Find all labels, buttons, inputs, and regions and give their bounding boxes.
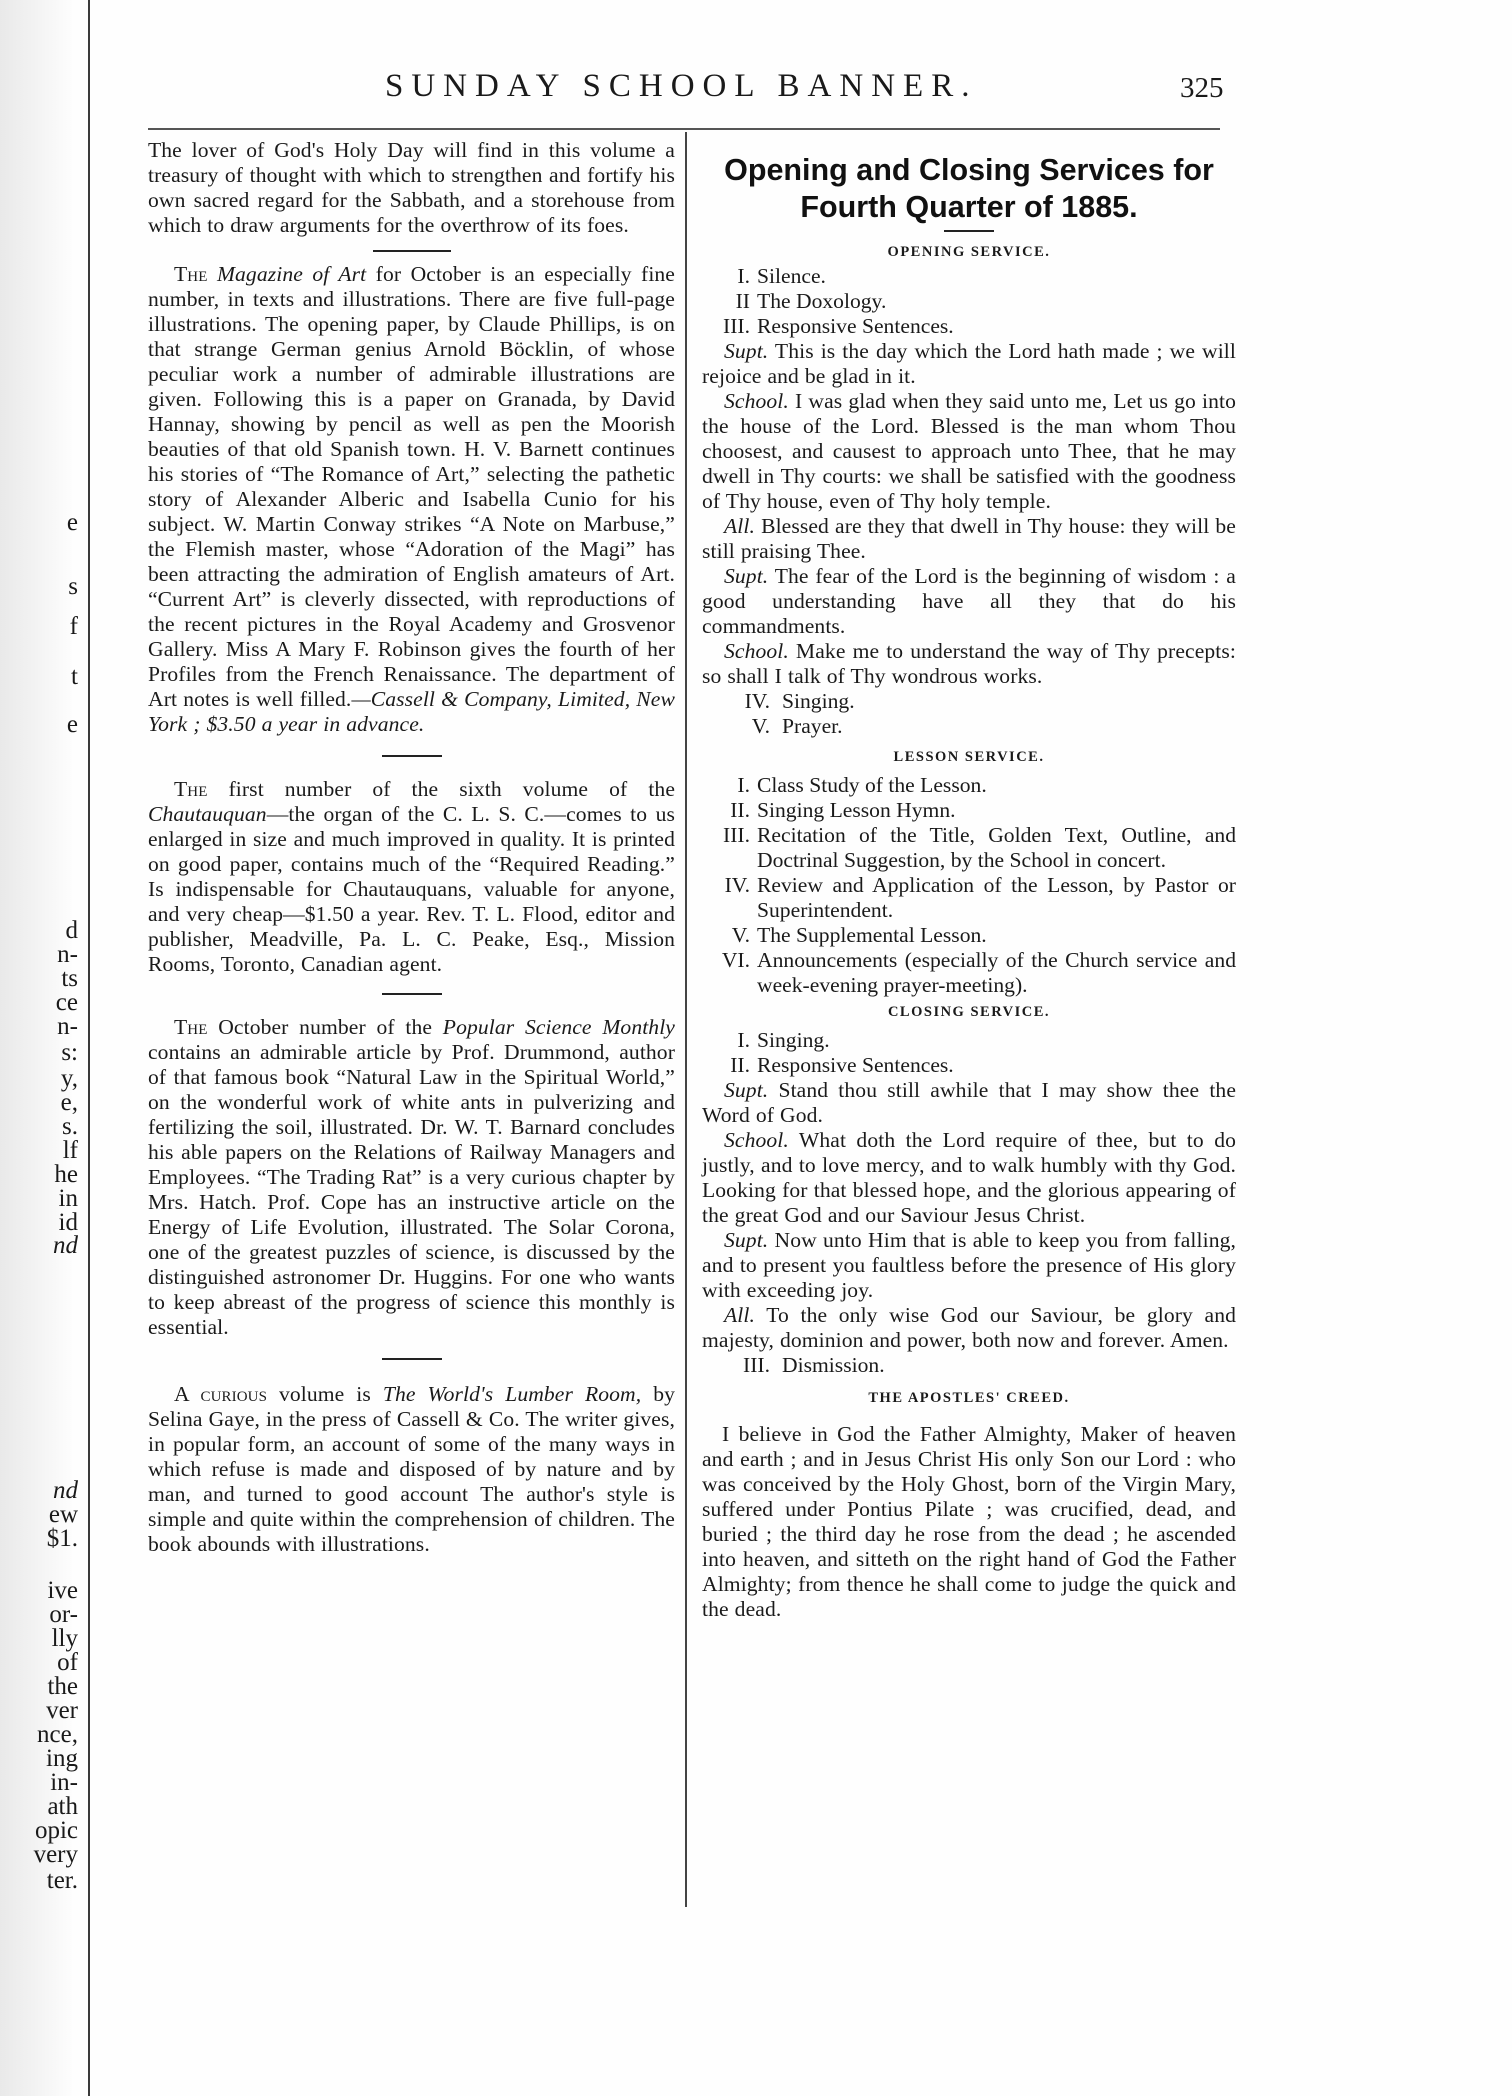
item-text: Singing Lesson Hymn.: [757, 798, 956, 822]
responsive-reading: [702, 1303, 1236, 1353]
facing-page-fragment: lly: [51, 1625, 78, 1652]
publication-title: Popular Science Monthly: [442, 1015, 675, 1039]
item-number: II.: [730, 798, 750, 822]
responsive-reading: [702, 639, 1236, 689]
facing-page-fragment: e: [66, 711, 78, 738]
reading-text: Stand thou still awhile that I may show thee the Word of God.: [702, 1078, 1236, 1127]
lead-word: A curious: [174, 1382, 268, 1406]
responsive-reading: [702, 1128, 1236, 1228]
service-item: [702, 798, 1236, 823]
facing-page-fragment: y,: [60, 1065, 78, 1092]
item-text: Responsive Sentences.: [757, 314, 954, 338]
service-item: [702, 923, 1236, 948]
facing-page-fragment: s.: [62, 1113, 78, 1140]
item-number: IV.: [744, 689, 770, 713]
publisher-note: —Cassell & Company, Limited, New York ; $3.50 a year in advance.: [148, 687, 675, 736]
item-number: V.: [751, 714, 770, 738]
lead-word: The: [174, 1015, 208, 1039]
speaker-label: Supt.: [724, 564, 769, 588]
speaker-label: School.: [724, 389, 789, 413]
item-number: I.: [737, 1028, 750, 1052]
item-number: VI.: [721, 948, 750, 972]
item-number: I.: [737, 264, 750, 288]
speaker-label: Supt.: [724, 339, 769, 363]
service-item: [702, 314, 1236, 339]
facing-page-fragment: $1.: [46, 1525, 78, 1552]
facing-page-fragment: ts: [61, 965, 78, 992]
responsive-reading: [702, 1078, 1236, 1128]
facing-page-fragment: or-: [49, 1601, 78, 1628]
facing-page-fragment: s:: [61, 1039, 78, 1066]
section-heading-creed: THE APOSTLES' CREED.: [868, 1390, 1070, 1406]
separator-rule: [373, 250, 451, 252]
facing-page-fragment: ew: [48, 1501, 78, 1528]
review-body: by Selina Gaye, in the press of Cassell & Co. The writer gives, in popular form, an account of some of the many ways in which refuse is made and disposed of by nature and by man, and turned to good account The author's style is simple and quite within the comprehension of children. The book abounds with illustrations.: [148, 1382, 675, 1556]
review-paragraph-magazine-of-art: [148, 262, 675, 737]
lead-word: The: [174, 262, 208, 286]
closing-responses: [702, 1078, 1236, 1353]
article-headline: Opening and Closing Services for Fourth Quarter of 1885.: [724, 153, 1214, 224]
facing-page-fragment: e: [66, 509, 78, 536]
service-item: [702, 289, 1236, 314]
item-text: Recitation of the Title, Golden Text, Outline, and Doctrinal Suggestion, by the School in concert.: [757, 823, 1236, 872]
facing-page-fragment: nd: [53, 1477, 78, 1504]
facing-page-fragment: t: [71, 663, 78, 690]
responsive-reading: [702, 1228, 1236, 1303]
lead-word: The: [174, 777, 208, 801]
facing-page-fragment: ath: [47, 1793, 78, 1820]
page-number: 325: [1180, 72, 1224, 104]
gutter-rule: [88, 0, 90, 2096]
item-number: III.: [723, 823, 750, 847]
service-item: [702, 714, 1236, 739]
facing-page-fragment: the: [47, 1673, 78, 1700]
publication-title: Magazine of Art: [216, 262, 367, 286]
separator-rule: [382, 993, 442, 995]
item-number: I.: [737, 773, 750, 797]
reading-text: I was glad when they said unto me, Let us go into the house of the Lord. Blessed is the man whom Thou choosest, and causest to approach unto Thee, that he may dwell in Thy courts: we shall be satisfied with the goodness of Thy house, even of Thy holy temple.: [702, 389, 1236, 513]
facing-page-fragment: f: [69, 613, 78, 640]
section-heading-opening: OPENING SERVICE.: [887, 244, 1051, 260]
item-text: The Doxology.: [757, 289, 887, 313]
facing-page-fragment: ter.: [46, 1867, 78, 1894]
lesson-service-list: [702, 773, 1236, 998]
facing-page-fragment: d: [65, 917, 78, 944]
separator-rule: [382, 755, 442, 757]
speaker-label: Supt.: [724, 1078, 769, 1102]
item-text: The Supplemental Lesson.: [757, 923, 987, 947]
facing-page-fragment: opic: [34, 1817, 78, 1844]
service-item: [702, 873, 1236, 923]
reading-text: The fear of the Lord is the beginning of wisdom : a good understanding have all they that do his commandments.: [702, 564, 1236, 638]
review-intro: October number of the: [207, 1015, 443, 1039]
facing-page-fragment: very: [33, 1841, 78, 1868]
review-body: contains an admirable article by Prof. Drummond, author of that famous book “Natural Law in the Spiritual World,” on the wonderful work of white ants in pulverizing and fertilizing the soil, illustrated. Dr. W. T. Barnard concludes his able papers on the Relations of Railway Managers and Employees. “The Trading Rat” is a very curious chapter by Mrs. Hatch. Prof. Cope has an instructive article on the Energy of Life Evolution, illustrated. The Solar Corona, one of the greatest puzzles of science, is discussed by the distinguished astronomer Dr. Huggins. For one who wants to keep abreast of the progress of science this monthly is essential.: [148, 1040, 675, 1339]
facing-page-fragment: in-: [50, 1769, 78, 1796]
item-number: III.: [723, 314, 750, 338]
responsive-reading: [702, 339, 1236, 389]
item-text: Singing.: [757, 1028, 830, 1052]
publication-title: Chautauquan: [148, 802, 267, 826]
facing-page-fragment: he: [54, 1161, 78, 1188]
review-paragraph-sabbath: The lover of God's Holy Day will find in this volume a treasury of thought with which to strengthen and fortify his own sacred regard for the Sabbath, and a storehouse from which to draw arguments for the overthrow of its foes.: [148, 138, 675, 237]
speaker-label: All.: [724, 1303, 755, 1327]
separator-rule: [382, 1358, 442, 1360]
closing-service-list-continued: [702, 1353, 1236, 1378]
facing-page-fragment: nd: [53, 1232, 78, 1259]
section-heading-lesson: LESSON SERVICE.: [893, 749, 1045, 765]
facing-page-fragment: e,: [60, 1089, 78, 1116]
review-body: —the organ of the C. L. S. C.—comes to us enlarged in size and much improved in quality. It is printed on good paper, contains much of the “Required Reading.” Is indispensable for Chautauquans, valuable for anyone, and very cheap—$1.50 a year. Rev. T. L. Flood, editor and publisher, Meadville, Pa. L. C. Peake, Esq., Mission Rooms, Toronto, Canadian agent.: [148, 802, 675, 976]
responsive-reading: [702, 514, 1236, 564]
speaker-label: School.: [724, 1128, 789, 1152]
opening-responses: [702, 339, 1236, 689]
service-item: [702, 948, 1236, 998]
reading-text: This is the day which the Lord hath made ; we will rejoice and be glad in it.: [702, 339, 1236, 388]
service-item: [702, 773, 1236, 798]
facing-page-fragment: ing: [46, 1745, 78, 1772]
speaker-label: School.: [724, 639, 789, 663]
publication-title: The World's Lumber Room,: [382, 1382, 642, 1406]
section-heading-closing: CLOSING SERVICE.: [887, 1004, 1051, 1020]
service-item: [702, 1053, 1236, 1078]
review-body: for October is an especially fine number, in texts and illustrations. There are five full-page illustrations. The opening paper, by Claude Phillips, is on that strange German genius Arnold Böcklin, of whose peculiar work a number of admirable illustrations are given. Following this is a paper on Granada, by David Hannay, showing by pencil as well as pen the Moorish beauties of that old Spanish town. H. V. Barnett continues his stories of “The Romance of Art,” selecting the pathetic story of Alexander Alberic and Isabella Cunio for his subject. W. Martin Conway strikes “A Note on Marbuse,” the Flemish master, whose “Adoration of the Magi” has been attracting the admiration of English amateurs of Art. “Current Art” is cleverly dissected, with reproductions of the recent pictures in the Royal Academy and Grosvenor Gallery. Miss A Mary F. Robinson gives the fourth of her Profiles from the French Renaissance. The department of Art notes is well filled.: [148, 262, 675, 711]
service-item: [702, 1353, 1236, 1378]
review-intro: first number of the sixth volume of the: [207, 777, 675, 801]
speaker-label: All.: [724, 514, 755, 538]
opening-service-list: [702, 264, 1236, 339]
facing-page-fragment: in: [58, 1185, 78, 1212]
speaker-label: Supt.: [724, 1228, 769, 1252]
service-item: [702, 264, 1236, 289]
apostles-creed-text: I believe in God the Father Almighty, Maker of heaven and earth ; and in Jesus Christ His only Son our Lord : who was conceived by the Holy Ghost, born of the Virgin Mary, suffered under Pontius Pilate ; was crucified, dead, and buried ; the third day he rose from the dead ; he ascended into heaven, and sitteth on the right hand of God the Father Almighty; from thence he shall come to judge the quick and the dead.: [702, 1422, 1236, 1621]
item-number: V.: [731, 923, 750, 947]
facing-page-fragment: n-: [57, 941, 78, 968]
facing-page-fragment: s: [68, 573, 78, 600]
facing-page-fragment: id: [58, 1209, 78, 1236]
reading-text: Now unto Him that is able to keep you from falling, and to present you faultless before the presence of His glory with exceeding joy.: [702, 1228, 1236, 1302]
reading-text: Blessed are they that dwell in Thy house: they will be still praising Thee.: [702, 514, 1236, 563]
facing-page-fragment: n-: [57, 1013, 78, 1040]
reading-text: What doth the Lord require of thee, but to do justly, and to love mercy, and to walk humbly with thy God. Looking for that blessed hope, and the glorious appearing of the great God and our Saviour Jesus Christ.: [702, 1128, 1236, 1227]
service-item: [702, 1028, 1236, 1053]
facing-page-fragment: lf: [62, 1137, 78, 1164]
header-rule: [148, 128, 1220, 130]
facing-page-fragment: ive: [47, 1577, 78, 1604]
facing-page-fragment: ver: [46, 1697, 78, 1724]
opening-service-list-continued: [702, 689, 1236, 739]
separator-rule: [944, 230, 994, 232]
right-column: [702, 138, 1236, 1622]
item-text: Prayer.: [782, 714, 843, 738]
facing-page-fragment: nce,: [37, 1721, 78, 1748]
review-paragraph-popular-science: [148, 1015, 675, 1340]
item-text: Dismission.: [782, 1353, 885, 1377]
facing-page-fragment: ce: [55, 989, 78, 1016]
item-number: IV.: [724, 873, 750, 897]
item-number: II: [735, 289, 750, 313]
item-text: Class Study of the Lesson.: [757, 773, 987, 797]
running-head: SUNDAY SCHOOL BANNER.: [385, 68, 978, 104]
left-column: [148, 138, 675, 1557]
facing-page-text-fragments: [0, 0, 84, 2096]
responsive-reading: [702, 564, 1236, 639]
column-rule: [685, 132, 687, 1907]
review-intro: volume is: [267, 1382, 383, 1406]
reading-text: To the only wise God our Saviour, be glory and majesty, dominion and power, both now and forever. Amen.: [702, 1303, 1236, 1352]
reading-text: Make me to understand the way of Thy precepts: so shall I talk of Thy wondrous works.: [702, 639, 1236, 688]
review-paragraph-lumber-room: [148, 1382, 675, 1557]
item-text: Announcements (especially of the Church service and week-evening prayer-meeting).: [757, 948, 1236, 997]
service-item: [702, 823, 1236, 873]
service-item: [702, 689, 1236, 714]
item-text: Silence.: [757, 264, 826, 288]
item-text: Review and Application of the Lesson, by Pastor or Superintendent.: [757, 873, 1236, 922]
item-text: Singing.: [782, 689, 855, 713]
responsive-reading: [702, 389, 1236, 514]
closing-service-list: [702, 1028, 1236, 1078]
item-number: II.: [730, 1053, 750, 1077]
item-text: Responsive Sentences.: [757, 1053, 954, 1077]
facing-page-fragment: of: [57, 1649, 78, 1676]
review-paragraph-chautauquan: [148, 777, 675, 977]
item-number: III.: [743, 1353, 770, 1377]
